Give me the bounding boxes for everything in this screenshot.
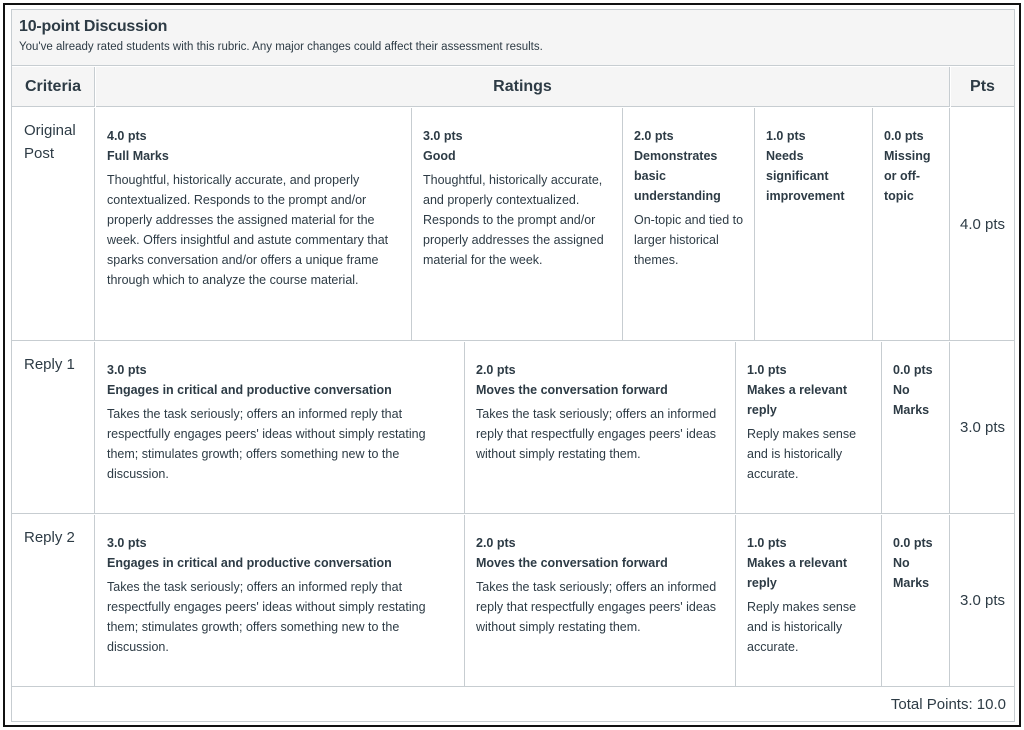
rubric-table [11,9,1015,722]
rating-title: Good [423,149,456,163]
rating-cell[interactable] [412,108,623,340]
rating-description: On-topic and tied to larger historical themes. [634,213,744,267]
rating-description: Thoughtful, historically accurate, and properly contextualized. Responds to the prompt and/or properly addresses the assigned material for the week. Offers insightful and astute commentary that sparks conversation and/or offers a unique frame through which to analyze the course material. [107,173,389,287]
rating-points: 0.0 pts [893,536,933,550]
total-points: Total Points: 10.0 [890,696,1006,713]
screenshot-frame [3,3,1021,727]
rating-description: Takes the task seriously; offers an informed reply that respectfully engages peers' ideas without simply restating them; stimulates growth; offers something new to the discussion. [107,407,426,481]
rating-cell[interactable] [755,108,873,340]
rating-cell[interactable] [882,515,950,686]
rating-description: Reply makes sense and is historically accurate. [747,427,857,481]
rubric-warning: You've already rated students with this rubric. Any major changes could affect their assessment results. [19,41,543,53]
criteria-column-header: Criteria [12,67,95,107]
ratings-group [96,342,950,513]
rating-cell[interactable] [623,108,755,340]
rating-title: Engages in critical and productive conversation [107,383,392,397]
rating-points: 1.0 pts [766,129,806,143]
rating-title: No Marks [893,556,930,590]
rating-description: Takes the task seriously; offers an informed reply that respectfully engages peers' ideas without simply restating them; stimulates growth; offers something new to the discussion. [107,580,426,654]
rating-points: 3.0 pts [107,363,147,377]
rating-points: 4.0 pts [107,129,147,143]
rubric-header [12,10,1014,66]
rating-title: Missing or off-topic [884,149,931,203]
rating-cell[interactable] [882,342,950,513]
rating-title: Moves the conversation forward [476,383,668,397]
rating-cell[interactable] [736,342,882,513]
rating-title: Needs significant improvement [766,149,845,203]
rating-title: No Marks [893,383,930,417]
rating-description: Reply makes sense and is historically accurate. [747,600,857,654]
rating-cell[interactable] [96,342,465,513]
rating-points: 3.0 pts [423,129,463,143]
criterion-row-reply-2 [12,515,1014,687]
criterion-points: 3.0 pts [959,592,1006,609]
rating-points: 3.0 pts [107,536,147,550]
criterion-points: 3.0 pts [959,419,1006,436]
criterion-row-original-post [12,108,1014,341]
rating-cell[interactable] [465,342,736,513]
criterion-label: Reply 2 [12,515,95,686]
rating-points: 0.0 pts [893,363,933,377]
rating-title: Makes a relevant reply [747,556,848,590]
pts-column-header: Pts [951,67,1014,107]
rating-cell[interactable] [736,515,882,686]
ratings-group [96,515,950,686]
rating-points: 2.0 pts [476,363,516,377]
rating-title: Engages in critical and productive conversation [107,556,392,570]
rating-cell[interactable] [96,515,465,686]
rating-title: Moves the conversation forward [476,556,668,570]
ratings-column-header: Ratings [96,67,950,107]
rating-points: 2.0 pts [634,129,674,143]
rating-title: Full Marks [107,149,169,163]
rating-points: 0.0 pts [884,129,924,143]
rating-cell[interactable] [465,515,736,686]
criterion-points: 4.0 pts [959,215,1006,233]
rating-title: Makes a relevant reply [747,383,848,417]
rating-points: 1.0 pts [747,363,787,377]
criterion-row-reply-1 [12,342,1014,514]
rating-points: 2.0 pts [476,536,516,550]
rating-title: Demonstrates basic understanding [634,149,721,203]
rating-cell[interactable] [873,108,950,340]
ratings-group [96,108,950,340]
criterion-label: Reply 1 [12,342,95,513]
rating-description: Takes the task seriously; offers an informed reply that respectfully engages peers' ideas without simply restating them. [476,580,717,634]
rating-description: Thoughtful, historically accurate, and properly contextualized. Responds to the prompt and/or properly addresses the assigned material for the week. [423,173,604,267]
rating-cell[interactable] [96,108,412,340]
criterion-label: Original Post [12,108,95,340]
rating-description: Takes the task seriously; offers an informed reply that respectfully engages peers' ideas without simply restating them. [476,407,717,461]
rating-points: 1.0 pts [747,536,787,550]
rubric-title: 10-point Discussion [19,18,168,35]
